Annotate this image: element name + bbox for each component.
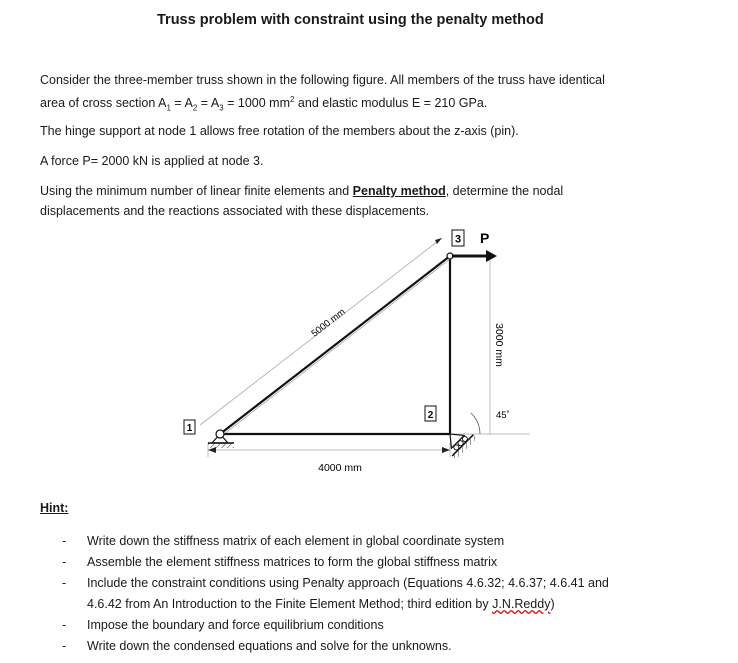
dimension-lines bbox=[200, 238, 530, 457]
intro-line-2: area of cross section $A_1 = A_2 = A_3 = 1000$ $mm^2$ and elastic modulus E = 210 GPa. bbox=[40, 95, 488, 113]
pin-support-node-1 bbox=[208, 430, 234, 448]
force-paragraph: A force P= 2000 kN is applied at node 3. bbox=[40, 154, 264, 168]
hinge-paragraph: The hinge support at node 1 allows free rotation of the members about the z-axis (pin). bbox=[40, 124, 519, 138]
inclined-roller-support-node-2 bbox=[440, 423, 477, 460]
list-item: - Write down the stiffness matrix of each element in global coordinate system bbox=[62, 534, 505, 548]
intro-line-1: Consider the three-member truss shown in the following figure. All members of the truss have identical bbox=[40, 73, 605, 87]
svg-text:3: 3 bbox=[454, 233, 462, 246]
svg-text:1: 1 bbox=[186, 423, 193, 434]
node-label-1 bbox=[184, 420, 195, 434]
list-item: - Include the constraint conditions using Penalty approach (Equations 4.6.32; 4.6.37; 4.6.41 and 4.6.42 from An Introduction to the Finite Element Method; third edition by J.N.Reddy) bbox=[62, 576, 609, 611]
node-label-2 bbox=[425, 406, 436, 421]
angle-arc bbox=[471, 413, 480, 434]
list-item: - Write down the condensed equations and solve for the unknowns. bbox=[62, 639, 452, 653]
intro-paragraph bbox=[40, 70, 700, 119]
list-item: - Impose the boundary and force equilibrium conditions bbox=[62, 618, 384, 632]
force-label-p: P bbox=[480, 230, 490, 246]
angle-label: 45˚ bbox=[496, 410, 510, 421]
penalty-method-emphasis: Penalty method bbox=[352, 184, 446, 198]
method-paragraph bbox=[40, 181, 700, 221]
hint-list bbox=[62, 531, 702, 657]
member-1-3 bbox=[220, 256, 450, 434]
list-item: - Assemble the element stiffness matrices to form the global stiffness matrix bbox=[62, 555, 498, 569]
vertical-dimension-label: 3000 mm bbox=[493, 323, 505, 367]
diagonal-dimension-label: 5000 mm bbox=[309, 306, 348, 340]
node-label-3 bbox=[452, 230, 464, 246]
method-line-1: Using the minimum number of linear finite elements and Penalty method, determine the nodal bbox=[40, 184, 564, 198]
svg-text:2: 2 bbox=[427, 410, 434, 421]
method-line-2: displacements and the reactions associated with these displacements. bbox=[40, 204, 430, 218]
truss-figure bbox=[150, 225, 570, 485]
horizontal-dimension-label: 4000 mm bbox=[318, 462, 362, 474]
page-title: Truss problem with constraint using the penalty method bbox=[157, 12, 544, 28]
hint-heading: Hint: bbox=[40, 501, 69, 515]
truss-members bbox=[220, 256, 450, 434]
author-name: J.N.Reddy bbox=[492, 597, 551, 611]
